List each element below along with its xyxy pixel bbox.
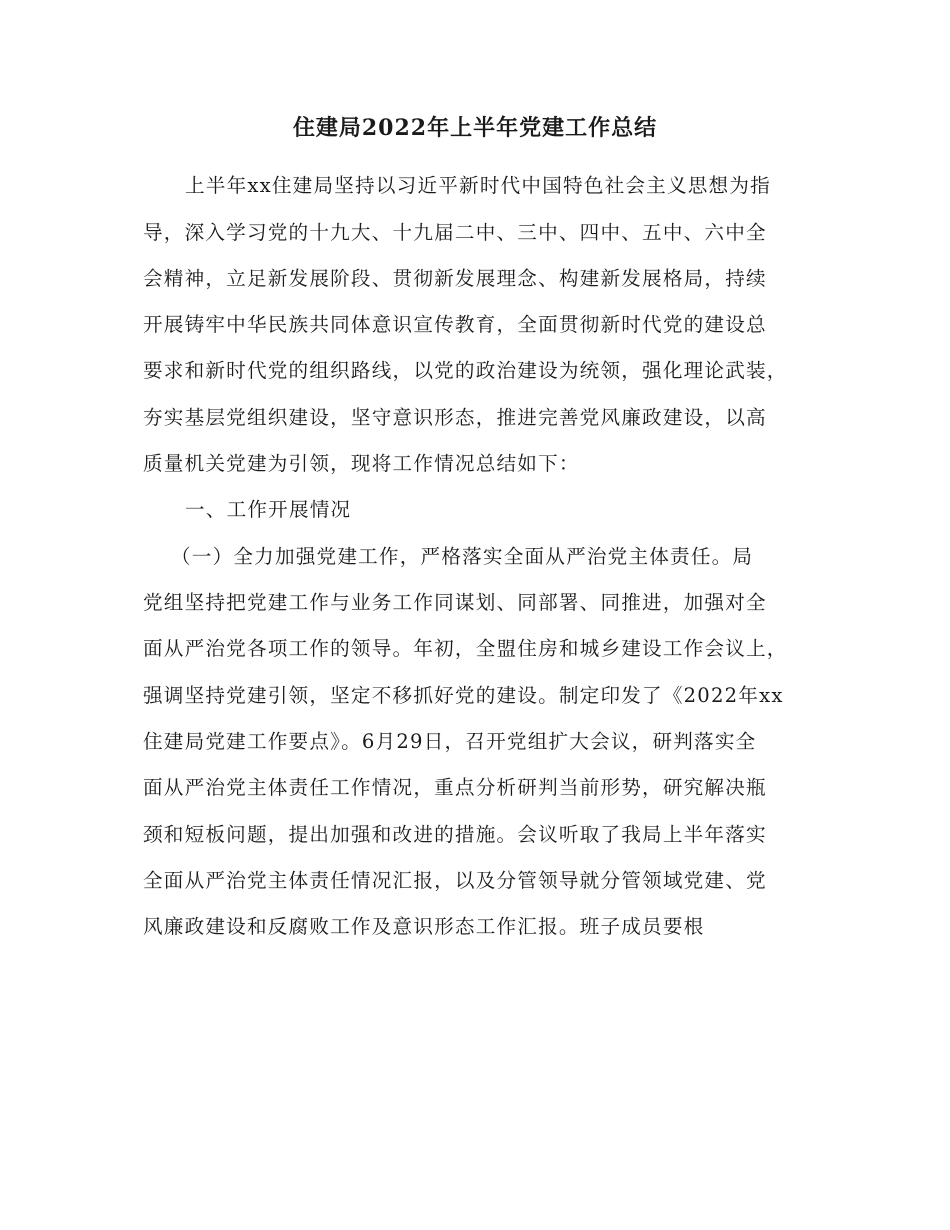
paragraph-line: 住建局党建工作要点》。6月29日，召开党组扩大会议，研判落实全 (143, 730, 757, 753)
paragraph-line: 上半年xx住建局坚持以习近平新时代中国特色社会主义思想为指 (185, 174, 771, 197)
paragraph-line: 面从严治党各项工作的领导。年初，全盟住房和城乡建设工作会议上， (143, 637, 788, 660)
paragraph-line: 强调坚持党建引领，坚定不移抓好党的建设。制定印发了《2022年xx (143, 684, 784, 707)
paragraph-line: 夯实基层党组织建设，坚守意识形态，推进完善党风廉政建设，以高 (143, 406, 767, 429)
paragraph-line: 面从严治党主体责任工作情况，重点分析研判当前形势，研究解决瓶 (143, 776, 767, 799)
paragraph-line: 全面从严治党主体责任情况汇报，以及分管领导就分管领域党建、党 (143, 869, 767, 892)
paragraph-line: 开展铸牢中华民族共同体意识宣传教育，全面贯彻新时代党的建设总 (143, 313, 767, 336)
paragraph-line: （一）全力加强党建工作，严格落实全面从严治党主体责任。局 (171, 545, 754, 568)
paragraph-line: 质量机关党建为引领，现将工作情况总结如下： (143, 452, 580, 475)
document-title: 住建局2022年上半年党建工作总结 (292, 115, 658, 141)
paragraph-line: 风廉政建设和反腐败工作及意识形态工作汇报。班子成员要根 (143, 915, 705, 938)
paragraph-line: 颈和短板问题，提出加强和改进的措施。会议听取了我局上半年落实 (143, 823, 767, 846)
paragraph-line: 会精神，立足新发展阶段、贯彻新发展理念、构建新发展格局，持续 (143, 267, 767, 290)
paragraph-line: 党组坚持把党建工作与业务工作同谋划、同部署、同推进，加强对全 (143, 591, 767, 614)
paragraph-line: 要求和新时代党的组织路线，以党的政治建设为统领，强化理论武装， (143, 359, 788, 382)
paragraph-line: 导，深入学习党的十九大、十九届二中、三中、四中、五中、六中全 (143, 221, 767, 244)
section-heading: 一、工作开展情况 (185, 498, 352, 521)
